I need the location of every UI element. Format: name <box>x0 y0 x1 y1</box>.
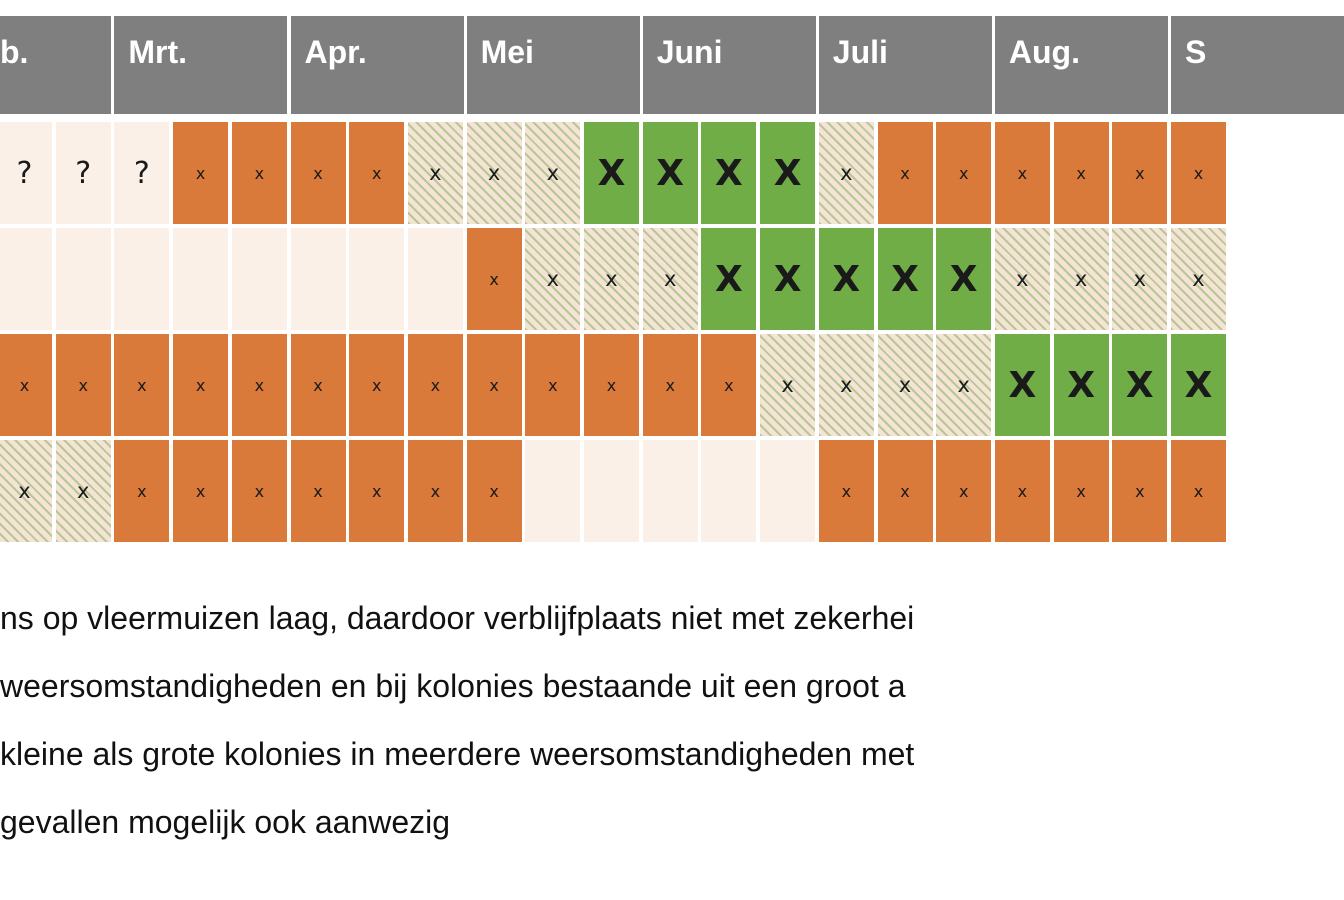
calendar-cell: x <box>114 334 169 436</box>
calendar-cell: x <box>1112 440 1167 542</box>
calendar-cell: x <box>878 122 933 224</box>
calendar-cell: x <box>114 440 169 542</box>
calendar-cell: x <box>349 334 404 436</box>
calendar-cell: x <box>291 440 346 542</box>
calendar-cell: x <box>1171 440 1226 542</box>
calendar-cell: X <box>701 122 756 224</box>
calendar-cell: x <box>467 440 522 542</box>
calendar-cell: X <box>936 228 991 330</box>
month-header: Juli <box>819 16 992 114</box>
calendar-cell <box>114 228 169 330</box>
calendar-cell: x <box>936 440 991 542</box>
calendar-cell: x <box>467 122 522 224</box>
calendar-cell: ? <box>56 122 111 224</box>
calendar-cell: x <box>232 334 287 436</box>
calendar-cell: X <box>643 122 698 224</box>
calendar-cell: x <box>1054 440 1109 542</box>
calendar-cell: x <box>408 334 463 436</box>
calendar-cell: x <box>349 122 404 224</box>
calendar-cell: x <box>173 440 228 542</box>
calendar-cell <box>0 228 52 330</box>
calendar-cell: x <box>643 334 698 436</box>
legend <box>0 560 1200 900</box>
calendar-cell: x <box>232 122 287 224</box>
calendar-cell <box>173 228 228 330</box>
calendar-cell: x <box>56 334 111 436</box>
calendar-cell: x <box>1054 228 1109 330</box>
month-header: Aug. <box>995 16 1168 114</box>
calendar-cell: x <box>1112 122 1167 224</box>
calendar-cell <box>643 440 698 542</box>
calendar-cell: X <box>760 122 815 224</box>
calendar-cell: x <box>467 334 522 436</box>
calendar-cell: x <box>995 122 1050 224</box>
calendar-cell: x <box>56 440 111 542</box>
month-header: Juni <box>643 16 816 114</box>
calendar-cell: x <box>232 440 287 542</box>
calendar-cell: x <box>525 334 580 436</box>
calendar-cell <box>291 228 346 330</box>
calendar-cell: x <box>525 122 580 224</box>
month-header: Mrt. <box>114 16 287 114</box>
calendar-cell <box>232 228 287 330</box>
calendar-cell: X <box>819 228 874 330</box>
calendar-cell: x <box>173 334 228 436</box>
calendar-cell: ? <box>0 122 52 224</box>
calendar-cell: x <box>878 334 933 436</box>
calendar-cell <box>349 228 404 330</box>
calendar-cell: x <box>1054 122 1109 224</box>
calendar-cell <box>408 228 463 330</box>
calendar-cell: x <box>643 228 698 330</box>
calendar-cell: x <box>584 334 639 436</box>
legend-line-4: gevallen mogelijk ook aanwezig <box>0 804 451 840</box>
calendar-cell: X <box>878 228 933 330</box>
calendar-cell: x <box>291 122 346 224</box>
month-header: S <box>1171 16 1344 114</box>
month-header: b. <box>0 16 111 114</box>
calendar-cell: x <box>291 334 346 436</box>
calendar-cell <box>760 440 815 542</box>
month-header: Apr. <box>291 16 464 114</box>
legend-line-2: weersomstandigheden en bij kolonies bestaande uit een groot a <box>0 668 906 704</box>
calendar-cell: x <box>819 122 874 224</box>
calendar-cell: x <box>584 228 639 330</box>
calendar-cell: x <box>878 440 933 542</box>
calendar-cell: X <box>995 334 1050 436</box>
calendar-cell: x <box>819 334 874 436</box>
calendar-cell: X <box>701 228 756 330</box>
legend-line-3: kleine als grote kolonies in meerdere weersomstandigheden met <box>0 736 915 772</box>
calendar-cell: x <box>525 228 580 330</box>
calendar-cell: x <box>760 334 815 436</box>
calendar-cell: X <box>1112 334 1167 436</box>
calendar-cell: x <box>995 228 1050 330</box>
calendar-cell <box>56 228 111 330</box>
calendar-cell: x <box>0 440 52 542</box>
month-header: Mei <box>467 16 640 114</box>
legend-line-1: ns op vleermuizen laag, daardoor verblijfplaats niet met zekerhei <box>0 600 915 636</box>
calendar-cell: x <box>173 122 228 224</box>
calendar-cell: x <box>0 334 52 436</box>
calendar-cell <box>701 440 756 542</box>
calendar-cell: x <box>349 440 404 542</box>
calendar-cell: x <box>1112 228 1167 330</box>
calendar-cell: x <box>408 440 463 542</box>
calendar-cell: x <box>467 228 522 330</box>
calendar-cell: X <box>760 228 815 330</box>
calendar-cell: x <box>936 334 991 436</box>
calendar-cell: x <box>1171 122 1226 224</box>
calendar-cell: x <box>819 440 874 542</box>
calendar-cell <box>525 440 580 542</box>
calendar-cell: x <box>1171 228 1226 330</box>
calendar-cell <box>584 440 639 542</box>
calendar-cell: x <box>408 122 463 224</box>
calendar-cell: X <box>584 122 639 224</box>
calendar-cell: x <box>701 334 756 436</box>
calendar-cell: x <box>936 122 991 224</box>
calendar-cell: ? <box>114 122 169 224</box>
calendar-cell: X <box>1054 334 1109 436</box>
calendar-cell: X <box>1171 334 1226 436</box>
calendar-cell: x <box>995 440 1050 542</box>
